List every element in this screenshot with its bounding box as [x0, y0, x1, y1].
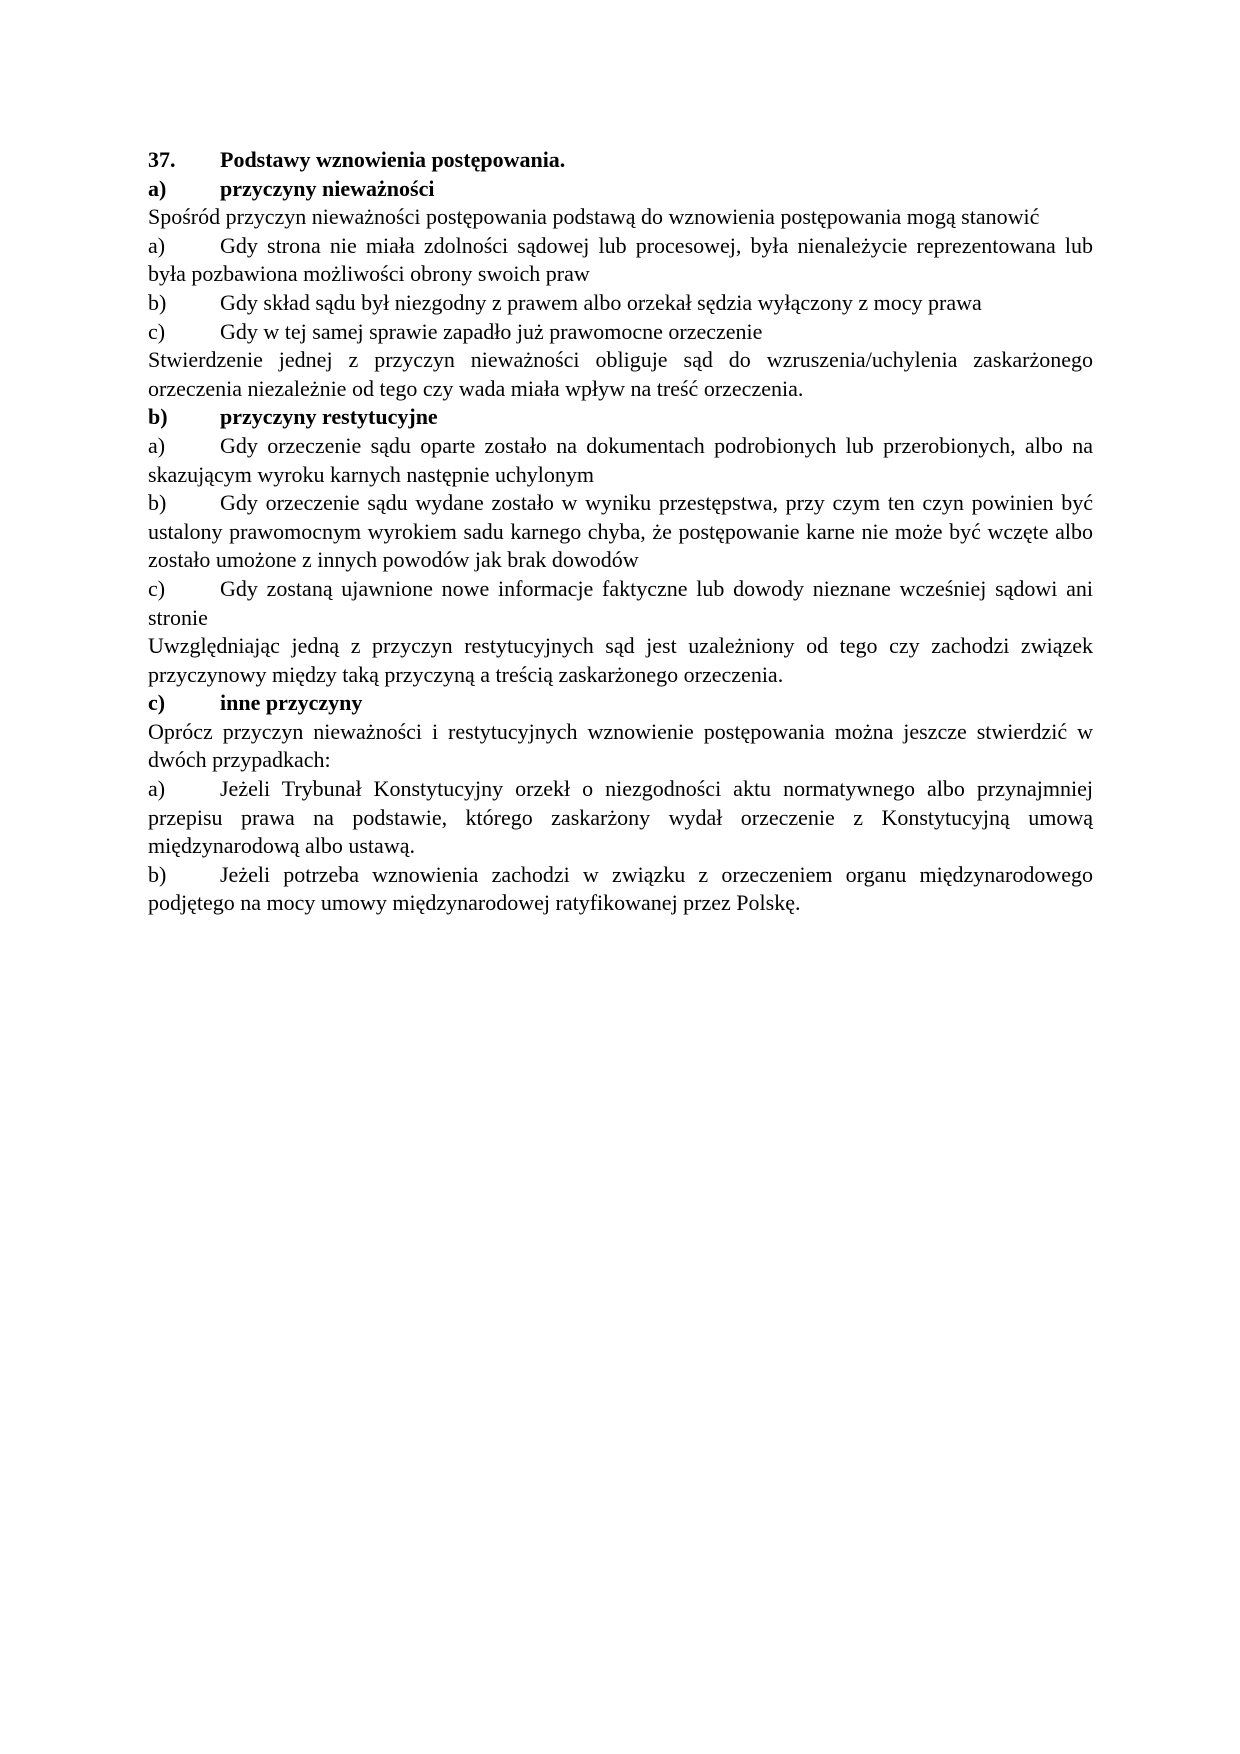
section-a-heading	[148, 175, 1093, 204]
section-c-heading	[148, 689, 1093, 718]
section-b-letter: b)	[148, 404, 168, 430]
section-b-title: przyczyny restytucyjne	[220, 404, 438, 430]
section-b-item	[148, 575, 1093, 632]
item-text: Gdy orzeczenie sądu wydane zostało w wyniku przestępstwa, przy czym ten czyn powinien być ustalony prawomocnym wyrokiem sadu karnego chyba, że postępowanie karne nie może być wczęte albo zostało umożone z innych powodów jak brak dowodów	[148, 490, 1093, 573]
heading-title: Podstawy wznowienia postępowania.	[220, 147, 566, 172]
section-c-title: inne przyczyny	[220, 690, 363, 716]
item-text: Gdy w tej samej sprawie zapadło już prawomocne orzeczenie	[220, 318, 763, 344]
item-text: Gdy orzeczenie sądu oparte zostało na dokumentach podrobionych lub przerobionych, albo na skazującym wyroku karnych następnie uchylonym	[148, 432, 1093, 487]
item-label: c)	[148, 318, 166, 344]
document-page	[148, 146, 1093, 918]
section-a-title: przyczyny nieważności	[220, 175, 435, 201]
item-text: Gdy strona nie miała zdolności sądowej lub procesowej, była nienależycie reprezentowana lub była pozbawiona możliwości obrony swoich praw	[148, 232, 1093, 287]
item-label: a)	[148, 432, 166, 458]
item-label: a)	[148, 232, 166, 258]
section-b-item	[148, 489, 1093, 575]
section-c-letter: c)	[148, 690, 166, 716]
section-b-conclusion: Uwzględniając jedną z przyczyn restytucyjnych sąd jest uzależniony od tego czy zachodzi związek przyczynowy między taką przyczyną a treścią zaskarżonego orzeczenia.	[148, 633, 1093, 687]
item-text: Gdy zostaną ujawnione nowe informacje faktyczne lub dowody nieznane wcześniej sądowi ani stronie	[148, 575, 1093, 630]
section-a-conclusion: Stwierdzenie jednej z przyczyn nieważności obliguje sąd do wzruszenia/uchylenia zaskarżonego orzeczenia niezależnie od tego czy wada miała wpływ na treść orzeczenia.	[148, 347, 1093, 401]
item-label: b)	[148, 861, 167, 887]
section-b-heading	[148, 403, 1093, 432]
section-a-item	[148, 232, 1093, 289]
main-heading	[148, 146, 1093, 175]
item-label: b)	[148, 289, 167, 315]
item-text: Jeżeli Trybunał Konstytucyjny orzekł o niezgodności aktu normatywnego albo przynajmniej przepisu prawa na podstawie, którego zaskarżony wydał orzeczenie z Konstytucyjną umową międzynarodową albo ustawą.	[148, 776, 1093, 859]
section-a-intro: Spośród przyczyn nieważności postępowania podstawą do wznowienia postępowania mogą stanowić	[148, 204, 1040, 230]
section-c-item	[148, 775, 1093, 861]
item-text: Gdy skład sądu był niezgodny z prawem albo orzekał sędzia wyłączony z mocy prawa	[220, 289, 982, 315]
heading-number: 37.	[148, 147, 176, 172]
item-label: c)	[148, 575, 166, 601]
item-label: a)	[148, 776, 166, 802]
section-c-intro: Oprócz przyczyn nieważności i restytucyjnych wznowienie postępowania można jeszcze stwierdzić w dwóch przypadkach:	[148, 718, 1093, 773]
item-label: b)	[148, 490, 167, 516]
section-a-item	[148, 289, 1093, 318]
section-a-item	[148, 318, 1093, 347]
item-text: Jeżeli potrzeba wznowienia zachodzi w związku z orzeczeniem organu międzynarodowego podjętego na mocy umowy międzynarodowej ratyfikowanej przez Polskę.	[148, 861, 1093, 916]
section-b-item	[148, 432, 1093, 489]
section-c-item	[148, 861, 1093, 918]
section-a-letter: a)	[148, 175, 167, 201]
